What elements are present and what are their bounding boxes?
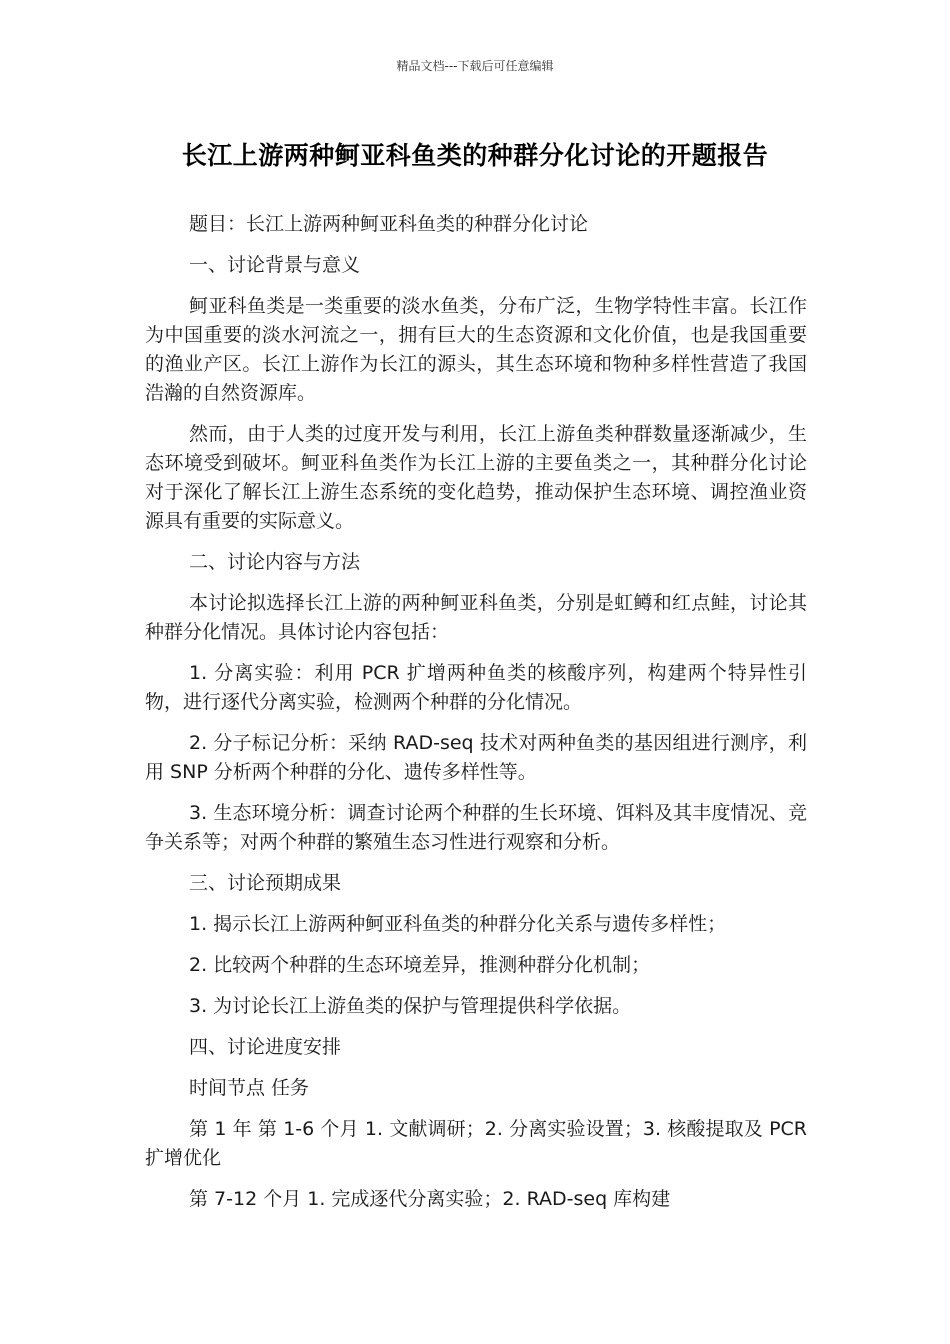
- document-title: 长江上游两种鲄亚科鱼类的种群分化讨论的开题报告: [181, 141, 769, 170]
- paragraph-background-1: 鲄亚科鱼类是一类重要的淡水鱼类，分布广泛，生物学特性丰富。长江作为中国重要的淡水河流之一，拥有巨大的生态资源和文化价值，也是我国重要的渔业产区。长江上游作为长江的源头，其生态环境和物种多样性营造了我国浩瀚的自然资源库。: [145, 295, 807, 404]
- paragraph-outcome-3: 3. 为讨论长江上游鱼类的保护与管理提供科学依据。: [189, 995, 632, 1017]
- paragraph-methods-intro: 本讨论拟选择长江上游的两种鲄亚科鱼类，分别是虹鳟和红点鲑，讨论其种群分化情况。具体讨论内容包括：: [145, 592, 807, 643]
- paragraph-subject: 题目：长江上游两种鲄亚科鱼类的种群分化讨论: [189, 213, 589, 235]
- section-heading-schedule: 四、讨论进度安排: [189, 1036, 342, 1058]
- section-heading-outcomes: 三、讨论预期成果: [189, 872, 342, 894]
- paragraph-method-2: 2. 分子标记分析：采纳 RAD-seq 技术对两种鱼类的基因组进行测序，利用 SNP 分析两个种群的分化、遗传多样性等。: [145, 732, 807, 783]
- header-note: 精品文档---下载后可任意编辑: [396, 59, 554, 73]
- paragraph-schedule-2: 第 7-12 个月 1. 完成逐代分离实验；2. RAD-seq 库构建: [189, 1188, 671, 1210]
- section-heading-background: 一、讨论背景与意义: [189, 254, 361, 276]
- section-heading-methods: 二、讨论内容与方法: [189, 551, 361, 573]
- paragraph-method-3: 3. 生态环境分析：调查讨论两个种群的生长环境、饵料及其丰度情况、竞争关系等；对两个种群的繁殖生态习性进行观察和分析。: [145, 802, 807, 853]
- paragraph-method-1: 1. 分离实验：利用 PCR 扩增两种鱼类的核酸序列，构建两个特异性引物，进行逐代分离实验，检测两个种群的分化情况。: [145, 662, 807, 713]
- paragraph-outcome-2: 2. 比较两个种群的生态环境差异，推测种群分化机制；: [189, 954, 651, 976]
- document-body: [145, 210, 807, 1226]
- paragraph-schedule-1: 第 1 年 第 1-6 个月 1. 文献调研；2. 分离实验设置；3. 核酸提取及 PCR 扩增优化: [145, 1118, 807, 1169]
- paragraph-background-2: 然而，由于人类的过度开发与利用，长江上游鱼类种群数量逐渐减少，生态环境受到破坏。鲄亚科鱼类作为长江上游的主要鱼类之一，其种群分化讨论对于深化了解长江上游生态系统的变化趋势，推动保护生态环境、调控渔业资源具有重要的实际意义。: [145, 423, 807, 532]
- paragraph-schedule-header: 时间节点 任务: [189, 1077, 310, 1099]
- paragraph-outcome-1: 1. 揭示长江上游两种鲄亚科鱼类的种群分化关系与遗传多样性；: [189, 913, 727, 935]
